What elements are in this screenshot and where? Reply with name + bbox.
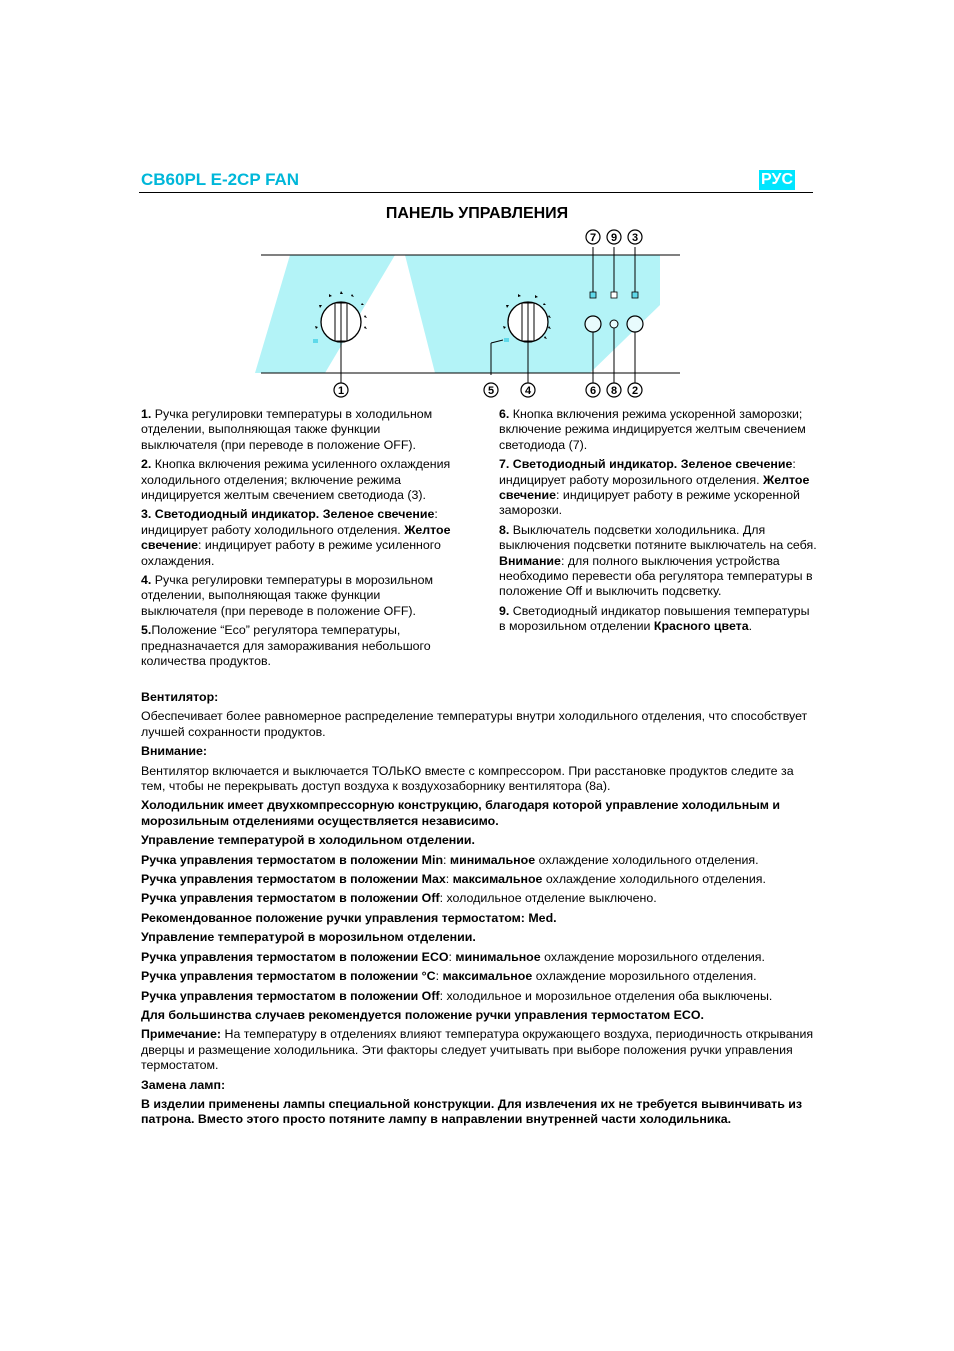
callout-9 [607, 230, 621, 244]
lamp-heading: Замена ламп: [141, 1077, 226, 1092]
callout-8 [607, 383, 621, 397]
freezer-off: Ручка управления термостатом в положении Off: холодильное и морозильное отделения оба выключены. [141, 988, 773, 1003]
freezer-eco: Ручка управления термостатом в положении ECO: минимальное охлаждение морозильного отделения. [141, 949, 765, 964]
fridge-knob[interactable] [321, 302, 361, 342]
svg-text:2: 2 [631, 385, 639, 397]
super-cool-button[interactable] [627, 316, 643, 332]
led-7 [590, 292, 596, 298]
callout-7 [586, 230, 600, 244]
body-text [141, 690, 821, 1132]
attention-heading: Внимание: [141, 744, 208, 759]
legend-item-9: 9. Светодиодный индикатор повышения температуры в морозильном отделении Красного цвета. [499, 603, 810, 634]
attention-text: Вентилятор включается и выключается ТОЛЬКО вместе с компрессором. При расстановке продуктов следите за тем, чтобы не перекрывать доступ воздуха к воздухозаборнику вентилятора (8a). [141, 763, 794, 794]
led-9 [611, 292, 617, 298]
callout-3 [628, 230, 642, 244]
svg-text:1: 1 [337, 385, 345, 397]
fridge-heading: Управление температурой в холодильном отделении. [141, 833, 475, 848]
callout-2 [628, 383, 642, 397]
led-3 [632, 292, 638, 298]
svg-text:3: 3 [631, 232, 639, 244]
legend-left [141, 407, 459, 674]
fridge-max: Ручка управления термостатом в положении Max: максимальное охлаждение холодильного отделения. [141, 872, 766, 887]
legend-item-7: 7. Светодиодный индикатор. Зеленое свечение: индицирует работу морозильного отделения. Желтое свечение: индицирует работу в режиме ускоренной заморозки. [499, 457, 810, 518]
legend-item-4: 4. Ручка регулировки температуры в морозильном отделении, выполняющая также функции выключателя (при переводе в положение OFF). [141, 573, 434, 618]
language-badge: РУС [761, 171, 793, 188]
fridge-min: Ручка управления термостатом в положении Min: минимальное охлаждение холодильного отделения. [141, 852, 759, 867]
legend-item-3: 3. Светодиодный индикатор. Зеленое свечение: индицирует работу холодильного отделения. Желтое свечение: индицирует работу в режиме усиленного охлаждения. [141, 507, 451, 568]
fan-heading: Вентилятор: [141, 690, 219, 704]
legend-right [499, 407, 817, 639]
callout-1 [334, 383, 348, 397]
freezer-heading: Управление температурой в морозильном отделении. [141, 930, 476, 945]
svg-text:5: 5 [487, 385, 495, 397]
legend-item-5: 5.Положение “Eco” регулятора температуры, предназначается для замораживания небольшого количества продуктов. [141, 623, 431, 669]
header-rule [139, 192, 813, 193]
fan-text: Обеспечивает более равномерное распределение температуры внутри холодильного отделения, что способствует лучшей сохранности продуктов. [141, 709, 808, 739]
note: Примечание: На температуру в отделениях влияют температура окружающего воздуха, периодичность открывания дверцы и размещение холодильника. Эти факторы следует учитывать при выборе положения ручки управления термостатом. [141, 1027, 814, 1073]
callout-6 [586, 383, 600, 397]
legend-item-2: 2. Кнопка включения режима усиленного охлаждения холодильного отделения; включение режима индицируется желтым свечением светодиода (3). [141, 457, 451, 503]
light-switch[interactable] [610, 320, 618, 328]
control-panel-diagram [255, 225, 820, 400]
model-title: CB60PL E-2CP FAN [141, 170, 300, 189]
fast-freeze-button[interactable] [585, 316, 601, 332]
svg-text:8: 8 [610, 385, 618, 397]
legend-item-6: 6. Кнопка включения режима ускоренной заморозки; включение режима индицируется желтым свечением светодиода (7). [499, 407, 806, 452]
fridge-recommended: Рекомендованное положение ручки управления термостатом: Med. [141, 910, 557, 925]
fridge-off: Ручка управления термостатом в положении Off: холодильное отделение выключено. [141, 891, 657, 906]
svg-text:7: 7 [589, 232, 597, 244]
lamp-text: В изделии применены лампы специальной конструкции. Для извлечения их не требуется вывинчивать из патрона. Вместо этого просто потяните лампу в направлении внутренней части холодильника. [141, 1096, 803, 1127]
legend-item-8: 8. Выключатель подсветки холодильника. Для выключения подсветки потяните выключатель на себя. Внимание: для полного выключения устройства необходимо перевести оба регулятора температуры в положение Off и выключить подсветку. [499, 522, 817, 599]
svg-text:6: 6 [589, 385, 597, 397]
legend-item-1: 1. Ручка регулировки температуры в холодильном отделении, выполняющая также функции выключателя (при переводе в положение OFF). [141, 407, 433, 452]
dual-compressor-note: Холодильник имеет двухкомпрессорную конструкцию, благодаря которой управление холодильным и морозильным отделениями осуществляется независимо. [141, 798, 781, 828]
freezer-knob[interactable] [508, 302, 548, 342]
eco-recommendation: Для большинства случаев рекомендуется положение ручки управления термостатом ECO. [141, 1007, 704, 1022]
callout-5 [484, 383, 498, 397]
callout-4 [521, 383, 535, 397]
section-title: ПАНЕЛЬ УПРАВЛЕНИЯ [385, 205, 569, 222]
svg-text:4: 4 [524, 385, 532, 397]
document-header [139, 170, 813, 192]
freezer-max: Ручка управления термостатом в положении °C: максимальное охлаждение морозильного отделения. [141, 969, 757, 984]
svg-text:9: 9 [610, 232, 618, 244]
